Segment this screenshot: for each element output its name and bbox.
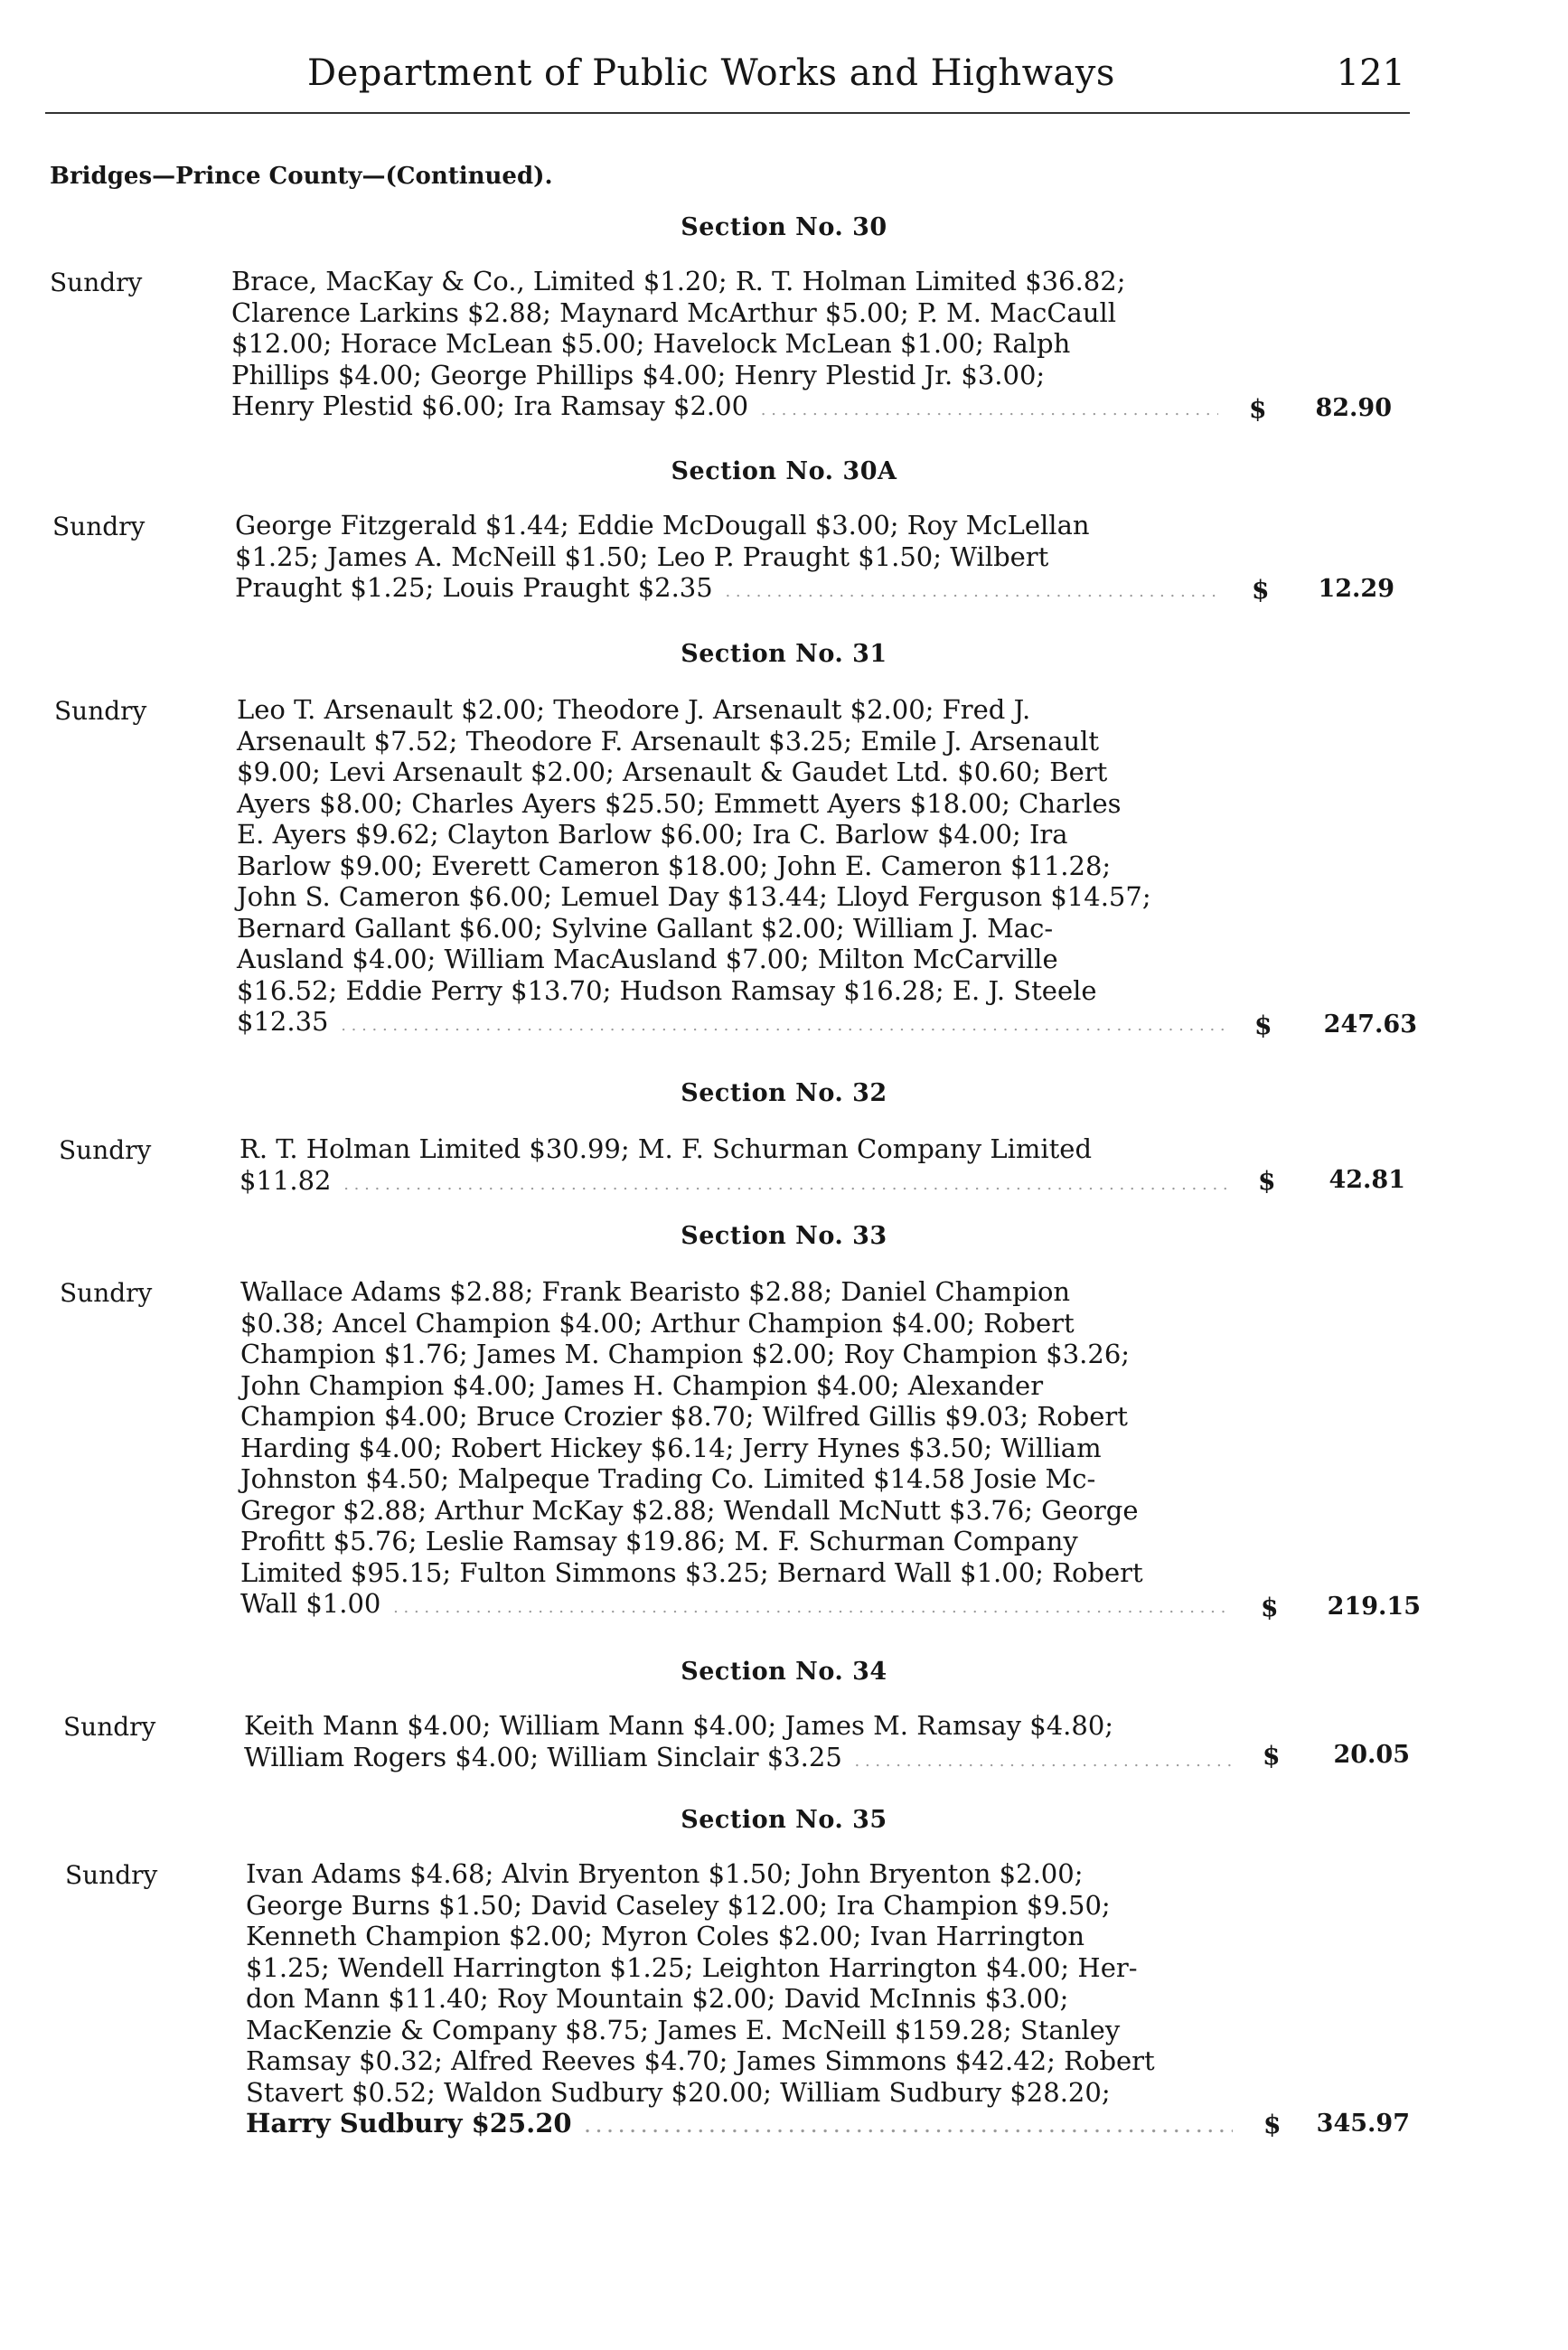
entry-label: Sundry xyxy=(60,1278,153,1308)
entry-text xyxy=(237,694,1225,1042)
header-rule xyxy=(45,112,1410,114)
entry-line: Profitt $5.76; Leslie Ramsay $19.86; M. F. Schurman Company xyxy=(240,1526,1078,1556)
entry-text xyxy=(244,1710,1233,1777)
entry-text xyxy=(235,510,1222,608)
dollar-sign: $ xyxy=(1263,2110,1282,2139)
entry-line: Stavert $0.52; Waldon Sudbury $20.00; William Sudbury $28.20; xyxy=(246,2076,1111,2108)
entry-line: Johnston $4.50; Malpeque Trading Co. Limited $14.58 Josie Mc- xyxy=(240,1463,1096,1494)
entry-line: $9.00; Levi Arsenault $2.00; Arsenault & Gaudet Ltd. $0.60; Bert xyxy=(237,757,1108,787)
entry-last-line: William Rogers $4.00; William Sinclair $3.25 . . . xyxy=(244,1742,1233,1778)
entry-line: Brace, MacKay & Co., Limited $1.20; R. T. Holman Limited $36.82; xyxy=(231,266,1126,296)
entry-line: E. Ayers $9.62; Clayton Barlow $6.00; Ira C. Barlow $4.00; Ira xyxy=(237,819,1068,850)
entry-label: Sundry xyxy=(52,512,146,541)
entry-label: Sundry xyxy=(63,1712,156,1742)
section-total: 345.97 xyxy=(1316,2110,1410,2138)
entry-label: Sundry xyxy=(54,696,147,726)
entry-line: Wallace Adams $2.88; Frank Bearisto $2.88; Daniel Champion xyxy=(240,1276,1071,1307)
entry-line: $12.00; Horace McLean $5.00; Havelock McLean $1.00; Ralph xyxy=(231,328,1071,359)
entry-text xyxy=(231,266,1218,427)
entry-line: Ayers $8.00; Charles Ayers $25.50; Emmett Ayers $18.00; Charles xyxy=(237,787,1122,819)
entry-last-line: Henry Plestid $6.00; Ira Ramsay $2.00 . . . xyxy=(231,390,1218,427)
entry-last-line: $12.35 . . . xyxy=(237,1006,1225,1042)
entry-text xyxy=(240,1276,1229,1624)
entry-label: Sundry xyxy=(59,1135,152,1165)
section-total: 82.90 xyxy=(1315,394,1392,422)
section-total: 219.15 xyxy=(1327,1593,1421,1621)
entry-last-line: $11.82 . . . xyxy=(239,1165,1228,1201)
section-heading: Section No. 32 xyxy=(681,1079,887,1107)
entry-line: Arsenault $7.52; Theodore F. Arsenault $3.25; Emile J. Arsenault xyxy=(237,725,1100,757)
entry-line: George Fitzgerald $1.44; Eddie McDougall $3.00; Roy McLellan xyxy=(235,510,1090,540)
entry-line: Keith Mann $4.00; William Mann $4.00; James M. Ramsay $4.80; xyxy=(244,1710,1114,1741)
page-title: Department of Public Works and Highways xyxy=(307,52,1115,94)
entry-line: don Mann $11.40; Roy Mountain $2.00; David McInnis $3.00; xyxy=(246,1983,1069,2014)
dollar-sign: $ xyxy=(1261,1593,1279,1622)
section-total: 12.29 xyxy=(1318,575,1394,603)
entry-last-line: Praught $1.25; Louis Praught $2.35 . . . xyxy=(235,572,1222,608)
entry-line: $1.25; James A. McNeill $1.50; Leo P. Praught $1.50; Wilbert xyxy=(235,540,1049,572)
page-number: 121 xyxy=(1336,52,1405,94)
entry-text xyxy=(246,1858,1233,2144)
page-header xyxy=(45,52,1405,107)
entry-line: Leo T. Arsenault $2.00; Theodore J. Arsenault $2.00; Fred J. xyxy=(237,694,1031,725)
entry-line: Ausland $4.00; William MacAusland $7.00; Milton McCarville xyxy=(237,944,1058,974)
entry-line: Ivan Adams $4.68; Alvin Bryenton $1.50; John Bryenton $2.00; xyxy=(246,1858,1084,1889)
entry-label: Sundry xyxy=(50,268,143,297)
entry-label: Sundry xyxy=(65,1860,158,1890)
entry-line: Champion $4.00; Bruce Crozier $8.70; Wilfred Gillis $9.03; Robert xyxy=(240,1401,1128,1432)
dollar-sign: $ xyxy=(1252,575,1270,605)
dollar-sign: $ xyxy=(1263,1741,1281,1771)
entry-line: John S. Cameron $6.00; Lemuel Day $13.44; Lloyd Ferguson $14.57; xyxy=(237,881,1151,912)
dollar-sign: $ xyxy=(1258,1166,1276,1196)
section-heading: Section No. 33 xyxy=(681,1222,887,1250)
entry-line: MacKenzie & Company $8.75; James E. McNeill $159.28; Stanley xyxy=(246,2014,1121,2045)
section-heading: Section No. 30 xyxy=(681,213,887,241)
section-heading: Section No. 35 xyxy=(681,1806,887,1834)
entry-line: R. T. Holman Limited $30.99; M. F. Schurman Company Limited xyxy=(239,1133,1093,1164)
section-heading: Section No. 30A xyxy=(671,457,897,485)
entry-line: Harding $4.00; Robert Hickey $6.14; Jerry Hynes $3.50; William xyxy=(240,1432,1102,1463)
entry-line: Kenneth Champion $2.00; Myron Coles $2.00; Ivan Harrington xyxy=(246,1921,1085,1951)
entry-last-line: Wall $1.00 . . . xyxy=(240,1588,1229,1624)
entry-line: $16.52; Eddie Perry $13.70; Hudson Ramsay $16.28; E. J. Steele xyxy=(237,974,1097,1006)
entry-line: Ramsay $0.32; Alfred Reeves $4.70; James Simmons $42.42; Robert xyxy=(246,2045,1155,2076)
entry-line: Limited $95.15; Fulton Simmons $3.25; Bernard Wall $1.00; Robert xyxy=(240,1556,1143,1588)
section-total: 42.81 xyxy=(1329,1166,1405,1194)
entry-line: $1.25; Wendell Harrington $1.25; Leighton Harrington $4.00; Her- xyxy=(246,1951,1138,1983)
dollar-sign: $ xyxy=(1254,1010,1272,1040)
entry-line: Clarence Larkins $2.88; Maynard McArthur $5.00; P. M. MacCaull xyxy=(231,296,1117,328)
dollar-sign: $ xyxy=(1249,394,1267,424)
entry-line: Bernard Gallant $6.00; Sylvine Gallant $2.00; William J. Mac- xyxy=(237,912,1054,944)
continued-heading: Bridges—Prince County—(Continued). xyxy=(50,163,553,190)
section-total: 247.63 xyxy=(1323,1010,1417,1039)
section-heading: Section No. 31 xyxy=(681,640,887,668)
entry-line: John Champion $4.00; James H. Champion $4.00; Alexander xyxy=(240,1369,1044,1401)
section-heading: Section No. 34 xyxy=(681,1658,887,1686)
entry-last-line: Harry Sudbury $25.20 . . . xyxy=(246,2108,1233,2144)
section-total: 20.05 xyxy=(1333,1741,1410,1769)
entry-line: Champion $1.76; James M. Champion $2.00; Roy Champion $3.26; xyxy=(240,1339,1131,1369)
entry-line: Gregor $2.88; Arthur McKay $2.88; Wendall McNutt $3.76; George xyxy=(240,1494,1139,1526)
entry-text xyxy=(239,1133,1228,1200)
entry-line: Phillips $4.00; George Phillips $4.00; Henry Plestid Jr. $3.00; xyxy=(231,359,1046,390)
entry-line: George Burns $1.50; David Caseley $12.00; Ira Champion $9.50; xyxy=(246,1889,1111,1921)
entry-line: $0.38; Ancel Champion $4.00; Arthur Champion $4.00; Robert xyxy=(240,1307,1075,1339)
entry-line: Barlow $9.00; Everett Cameron $18.00; John E. Cameron $11.28; xyxy=(237,850,1112,881)
